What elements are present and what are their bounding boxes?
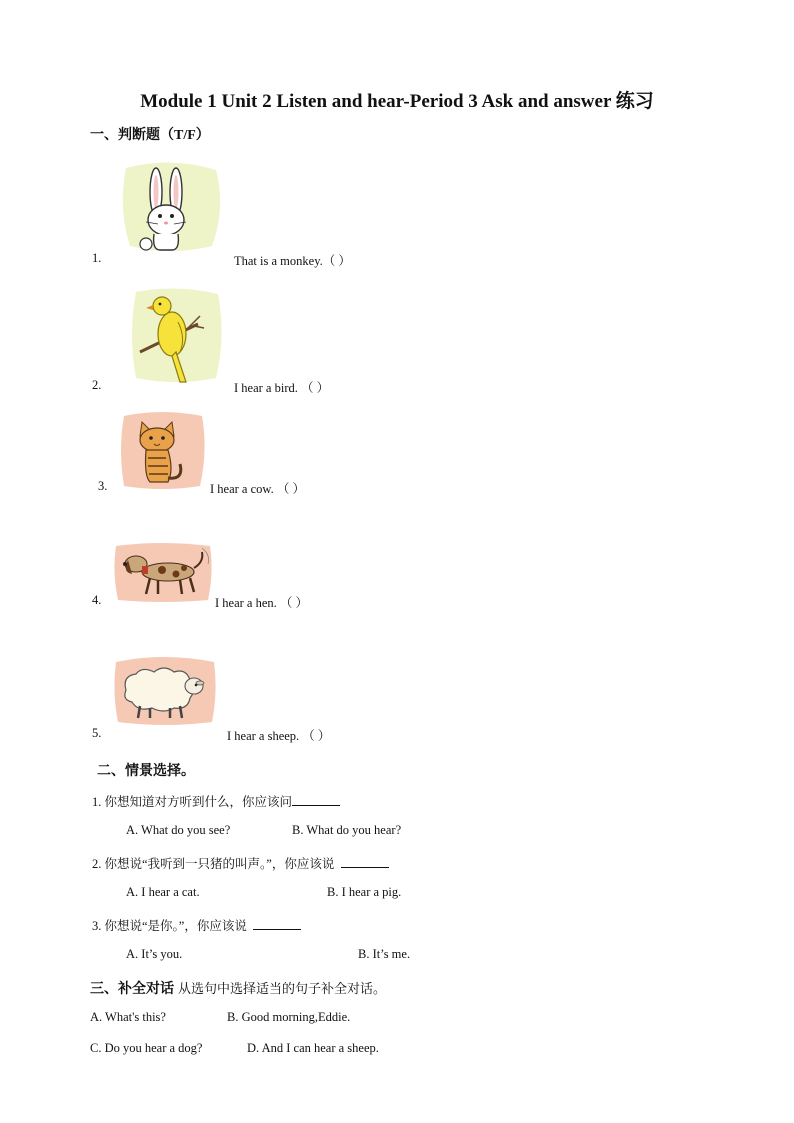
item-3-statement: I hear a cow. （ ）	[210, 482, 305, 496]
bird-image	[128, 286, 224, 384]
item-3-number: 3.	[98, 479, 108, 493]
question-3-option-b[interactable]: B. It’s me.	[358, 947, 411, 961]
item-1-number: 1.	[92, 251, 102, 265]
question-3-option-a[interactable]: A. It’s you.	[126, 947, 183, 961]
section-1-heading: 一、判断题（T/F）	[90, 128, 210, 143]
item-5-number: 5.	[92, 726, 102, 740]
section-3-instruction: 从选句中选择适当的句子补全对话。	[178, 981, 387, 996]
item-1-statement: That is a monkey.（ ）	[234, 254, 351, 268]
page-title: Module 1 Unit 2 Listen and hear-Period 3 Ask and answer 练习	[140, 91, 654, 112]
dialogue-option-b: B. Good morning,Eddie.	[227, 1010, 351, 1024]
dialogue-option-c: C. Do you hear a dog?	[90, 1041, 203, 1055]
rabbit-image	[116, 158, 226, 254]
question-1-option-a[interactable]: A. What do you see?	[126, 823, 231, 837]
question-1-option-b[interactable]: B. What do you hear?	[292, 823, 402, 837]
dog-image	[112, 542, 214, 604]
dialogue-option-d: D. And I can hear a sheep.	[247, 1041, 379, 1055]
question-2-stem: 2. 你想说“我听到一只猪的叫声。”，你应该说	[92, 857, 335, 871]
item-5-statement: I hear a sheep. （ ）	[227, 729, 331, 743]
answer-blank-3[interactable]	[253, 917, 301, 930]
question-2-option-a[interactable]: A. I hear a cat.	[126, 885, 200, 899]
answer-blank-1[interactable]	[292, 793, 340, 806]
item-2-statement: I hear a bird. （ ）	[234, 381, 330, 395]
item-4-number: 4.	[92, 593, 102, 607]
section-3-header	[90, 978, 386, 998]
item-2-number: 2.	[92, 378, 102, 392]
section-3-heading: 三、补全对话	[90, 982, 174, 997]
answer-blank-2[interactable]	[341, 855, 389, 868]
sheep-image	[112, 656, 218, 726]
question-1-stem: 1. 你想知道对方听到什么，你应该问	[92, 795, 293, 809]
question-3	[92, 916, 301, 934]
cat-image	[118, 410, 206, 490]
question-1	[92, 792, 340, 810]
question-3-stem: 3. 你想说“是你。”，你应该说	[92, 919, 247, 933]
question-2	[92, 854, 389, 872]
section-2-heading: 二、情景选择。	[97, 764, 195, 779]
dialogue-option-a: A. What's this?	[90, 1010, 166, 1024]
question-2-option-b[interactable]: B. I hear a pig.	[327, 885, 402, 899]
item-4-statement: I hear a hen. （ ）	[215, 596, 309, 610]
